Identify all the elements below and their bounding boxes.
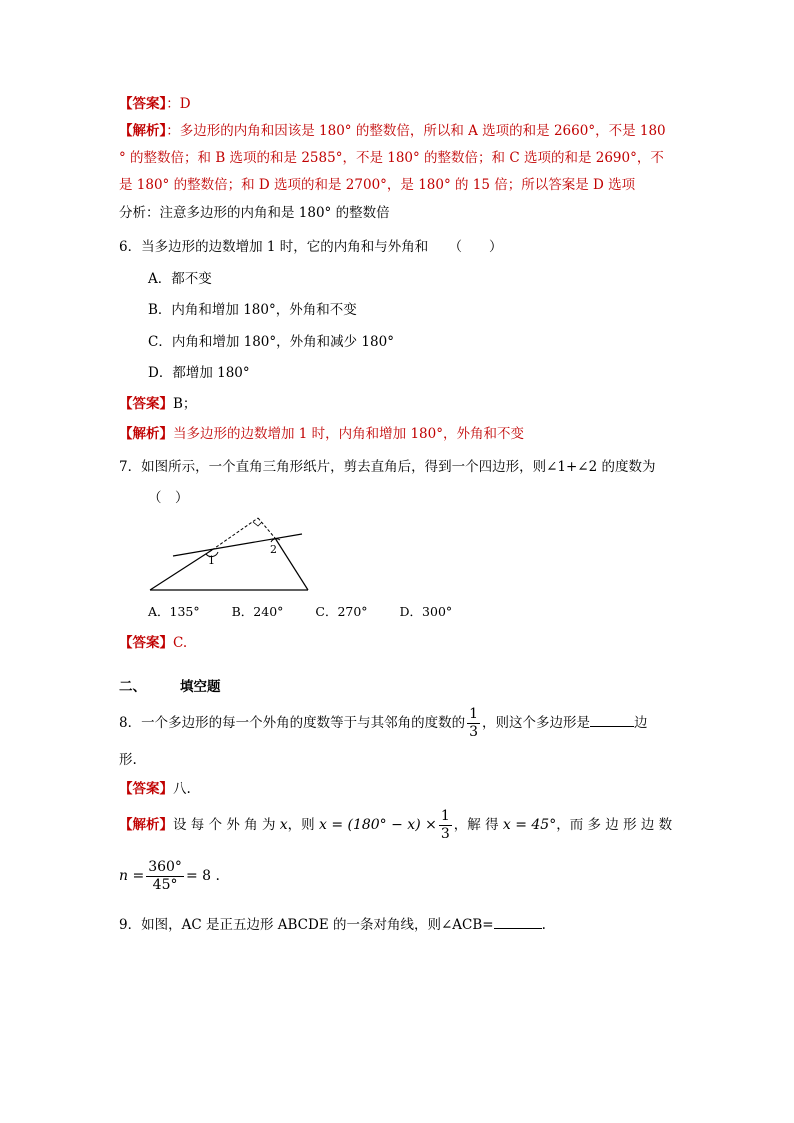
angle-2-label: 2 [270,543,277,556]
question-9-stem: 9．如图，AC 是正五边形 ABCDE 的一条对角线，则∠ACB= . [119,917,546,933]
answer-8: 【答案】八. [119,781,191,797]
question-6-option-c: C．内角和增加 180°，外角和减少 180° [148,334,394,350]
question-6-option-a: A．都不变 [148,271,212,287]
answer-7: 【答案】C. [119,635,188,651]
question-7-option-d: D．300° [399,604,453,619]
section-number: 二、 [119,679,146,695]
answer-5 [119,94,191,114]
answer-tag: 【答案】 [119,396,173,412]
figure-dashed-right [258,518,275,538]
analysis-tag: 【解析】 [119,817,173,833]
answer-tag: 【答案】 [119,635,173,651]
analysis-8: 【解析】设 每 个 外 角 为 x，则 x = (180° − x) × $\frac{1}{3}$ ，解 得 x = 45°，而 多 边 形 边 数 [119,808,673,842]
fraction-one-third: $\frac{1}{3}$ [440,808,450,842]
equation: x = (180° − x) × [318,817,437,833]
right-angle-mark [253,522,262,526]
analysis-6: 【解析】当多边形的边数增加 1 时，内角和增加 180°，外角和不变 [119,426,524,442]
question-7-paren: （ ） [148,490,189,506]
answer-blank[interactable] [494,916,542,929]
solution: x = 45° [502,817,557,833]
analysis-5-line1: 【解析】：多边形的内角和因该是 180° 的整数倍，所以和 A 选项的和是 2660°，不是 180 [119,123,666,139]
analysis-5-line3: 是 180° 的整数倍；和 D 选项的和是 2700°，是 180° 的 15 倍；所以答案是 D 选项 [119,177,636,193]
question-6-option-d: D．都增加 180° [148,365,250,381]
question-8-stem: 8．一个多边形的每一个外角的度数等于与其邻角的度数的 $\frac{1}{3}$ ，则这个多边形是 边 [119,706,648,740]
question-7-option-b: B．240° [231,604,284,619]
analysis-tag: 【解析】 [119,123,167,139]
question-7-stem: 7．如图所示，一个直角三角形纸片，剪去直角后，得到一个四边形，则∠1+∠2 的度数为 [119,459,656,475]
figure-cut-line [173,534,302,556]
angle-1-label: 1 [208,554,215,567]
figure-right-side [275,538,308,590]
question-7-options [148,602,452,622]
analysis-5-line2: ° 的整数倍；和 B 选项的和是 2585°，不是 180° 的整数倍；和 C 选项的和是 2690°，不 [119,150,664,166]
fraction-one-third: $\frac{1}{3}$ [469,706,479,740]
figure-left-side [150,550,212,590]
question-7-option-c: C．270° [315,604,368,619]
section-title: 填空题 [180,679,221,695]
question-6-option-b: B．内角和增加 180°，外角和不变 [148,302,357,318]
answer-tag: 【答案】 [119,781,173,797]
answer-blank[interactable] [590,714,634,727]
fraction-360-over-45: $\frac{360^\circ}{45^\circ}$ [148,859,182,893]
section-heading [119,677,221,697]
triangle-figure [140,510,320,595]
analysis-5-note: 分析：注意多边形的内角和是 180° 的整数倍 [119,205,390,221]
answer-text: ：D [166,96,191,112]
analysis-8-result: n = $\frac{360^\circ}{45^\circ}$ = 8 . [119,859,220,893]
question-8-stem-line2: 形. [119,752,137,768]
analysis-tag: 【解析】 [119,426,173,442]
answer-6: 【答案】B； [119,396,197,412]
question-7-option-a: A．135° [148,604,200,619]
answer-tag: 【答案】 [119,96,167,112]
question-6-stem: 6．当多边形的边数增加 1 时，它的内角和与外角和 （ ） [119,239,503,255]
